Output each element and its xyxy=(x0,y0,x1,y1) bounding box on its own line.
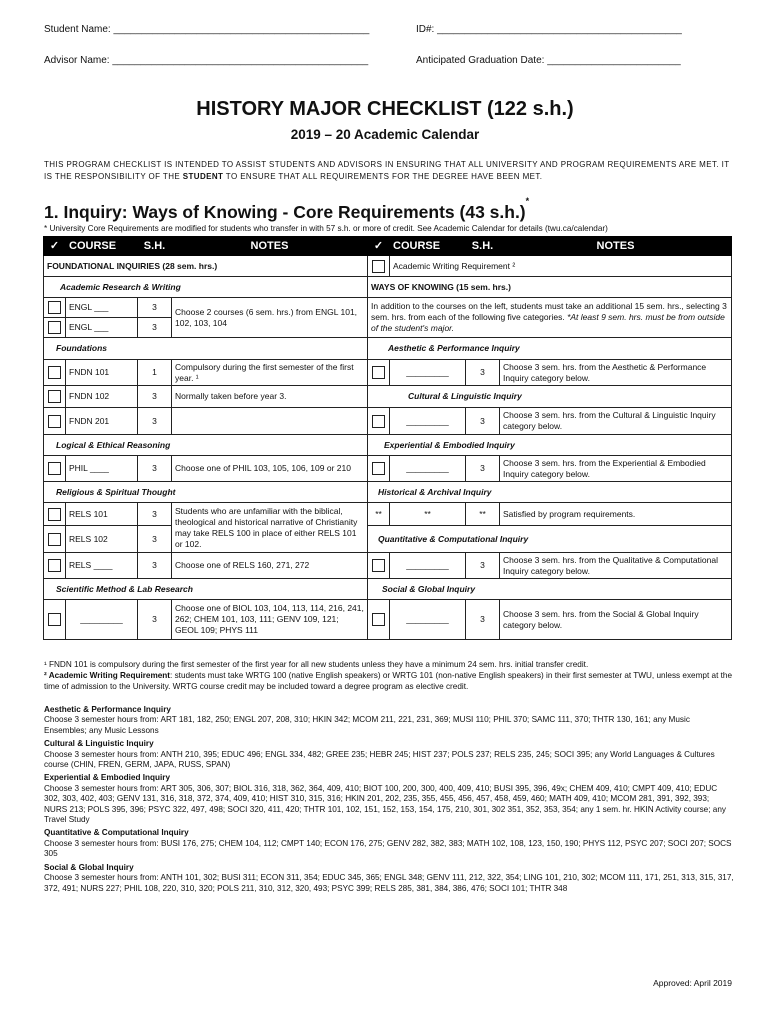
ways-heading: WAYS OF KNOWING (15 sem. hrs.) xyxy=(368,277,732,298)
category-lists xyxy=(44,702,734,894)
rels-any-note: Choose one of RELS 160, 271, 272 xyxy=(172,553,368,579)
cultural-note: Choose 3 sem. hrs. from the Cultural & Linguistic Inquiry category below. xyxy=(500,408,732,435)
quant-note: Choose 3 sem. hrs. from the Qualitative & Computational Inquiry category below. xyxy=(500,553,732,579)
sh-header: S.H. xyxy=(138,237,172,256)
fndn101-sh: 1 xyxy=(138,360,172,386)
cultural-checkbox[interactable] xyxy=(372,415,385,428)
awr-label: Academic Writing Requirement ² xyxy=(390,256,732,277)
rels102-checkbox[interactable] xyxy=(48,533,61,546)
sci-sh: 3 xyxy=(138,600,172,640)
approved-date: Approved: April 2019 xyxy=(653,978,732,988)
rels102-sh: 3 xyxy=(138,526,172,553)
phil-course[interactable]: PHIL ____ xyxy=(66,456,138,482)
engl2-sh: 3 xyxy=(138,318,172,338)
engl-note: Choose 2 courses (6 sem. hrs.) from ENGL 101, 102, 103, 104 xyxy=(172,298,368,338)
advisor-name-field[interactable]: Advisor Name: ______________________________________________ xyxy=(44,55,369,66)
engl2-course[interactable]: ENGL ___ xyxy=(66,318,138,338)
fndn201-checkbox[interactable] xyxy=(48,415,61,428)
rels-note: Students who are unfamiliar with the biblical, theological and historical narrative of Christianity may take RELS 100 in place of either RELS 101 or 102. xyxy=(172,503,368,553)
sci-note: Choose one of BIOL 103, 104, 113, 114, 216, 241, 262; CHEM 101, 103, 111; GENV 109, 121; GEOL 109; PHYS 111 xyxy=(172,600,368,640)
phil-note: Choose one of PHIL 103, 105, 106, 109 or 210 xyxy=(172,456,368,482)
list-text-social: Choose 3 semester hours from: ANTH 101, 302; BUSI 311; ECON 311, 354; EDUC 345, 365; ENGL 348; GENV 111, 212, 322, 354; LING 101, 210, 302; MCOM 111, 171, 251, 313, 315, 317, 372, 491; NURS 227; PHIL 108, 220, 310, 320; POLS 211, 310, 312, 320, 493; PSYC 399; RELS 285, 381, 384, 386, 476; SOCI 101; THTR 348 xyxy=(44,873,734,893)
sci-checkbox[interactable] xyxy=(48,613,61,626)
scientific-heading: Scientific Method & Lab Research xyxy=(44,579,368,600)
rels101-sh: 3 xyxy=(138,503,172,526)
cultural-sh: 3 xyxy=(466,408,500,435)
engl2-checkbox[interactable] xyxy=(48,321,61,334)
aesthetic-checkbox[interactable] xyxy=(372,366,385,379)
social-heading: Social & Global Inquiry xyxy=(368,579,732,600)
rels-any-checkbox[interactable] xyxy=(48,559,61,572)
footnote-2: ² Academic Writing Requirement: students must take WRTG 100 (native English speakers) or WRTG 101 (non-native English speakers) in their first semester at TWU, unless exempt at the time of admission to the University. WRTG course credit may be included toward a degree program as elective credit. xyxy=(44,671,733,691)
fndn102-checkbox[interactable] xyxy=(48,390,61,403)
fndn102-note: Normally taken before year 3. xyxy=(172,386,368,408)
experiential-sh: 3 xyxy=(466,456,500,482)
aesthetic-heading: Aesthetic & Performance Inquiry xyxy=(368,338,732,360)
transfer-note: * University Core Requirements are modified for students who transfer in with 57 s.h. or more of credit. See Academic Calendar for details (twu.ca/calendar) xyxy=(44,224,608,233)
fndn201-sh: 3 xyxy=(138,408,172,435)
student-name-field[interactable]: Student Name: ______________________________________________ xyxy=(44,24,370,35)
sci-course[interactable]: _________ xyxy=(66,600,138,640)
engl1-sh: 3 xyxy=(138,298,172,318)
list-text-aesthetic: Choose 3 semester hours from: ART 181, 182, 250; ENGL 207, 208, 310; HKIN 342; MCOM 211, 221, 231, 369; MUSI 110; PHIL 370; SAMC 111, 370; THTR 130, 161; any Music Ensembles; any Music Lessons xyxy=(44,715,690,735)
sh-header: S.H. xyxy=(466,237,500,256)
fndn102-sh: 3 xyxy=(138,386,172,408)
historical-sh-star: ** xyxy=(466,503,500,526)
phil-checkbox[interactable] xyxy=(48,462,61,475)
historical-course-star: ** xyxy=(390,503,466,526)
list-heading-cultural: Cultural & Linguistic Inquiry xyxy=(44,739,154,749)
historical-check-star: ** xyxy=(368,503,390,526)
list-heading-social: Social & Global Inquiry xyxy=(44,862,134,872)
check-header: ✓ xyxy=(368,237,390,256)
list-heading-aesthetic: Aesthetic & Performance Inquiry xyxy=(44,705,171,714)
notes-header: NOTES xyxy=(500,237,732,256)
awr-checkbox[interactable] xyxy=(372,260,385,273)
experiential-heading: Experiential & Embodied Inquiry xyxy=(368,435,732,456)
quant-course[interactable]: _________ xyxy=(390,553,466,579)
experiential-note: Choose 3 sem. hrs. from the Experiential & Embodied Inquiry category below. xyxy=(500,456,732,482)
social-sh: 3 xyxy=(466,600,500,640)
quant-sh: 3 xyxy=(466,553,500,579)
intro-text: THIS PROGRAM CHECKLIST IS INTENDED TO ASSIST STUDENTS AND ADVISORS IN ENSURING THAT ALL UNIVERSITY AND PROGRAM REQUIREMENTS ARE MET. IT IS THE RESPONSIBILITY OF THE STUDENT TO ENSURE THAT ALL REQUIREMENTS FOR THE DEGREE HAVE BEEN MET. xyxy=(44,160,730,181)
fndn102-course: FNDN 102 xyxy=(66,386,138,408)
course-header: COURSE xyxy=(390,237,466,256)
engl1-checkbox[interactable] xyxy=(48,301,61,314)
aesthetic-sh: 3 xyxy=(466,360,500,386)
notes-header: NOTES xyxy=(172,237,368,256)
list-text-experiential: Choose 3 semester hours from: ART 305, 306, 307; BIOL 316, 318, 362, 364, 409, 410; BIOT 100, 200, 300, 400, 409, 410; BUSI 395, 396, 49x; CHEM 409, 410; CMPT 409, 410; EDUC 302, 303, 402, 403; GENV 131, 316, 318, 372, 374, 409, 410; HIST 310, 315, 316; HKIN 201, 202, 235, 355, 455, 456, 457, 458, 459, 460; MATH 409, 410; MCOM 281, 391, 392, 393; NURS 213; POLS 395, 396; PSYC 322, 497, 498; SOCI 320, 411, 420; THTR 101, 102, 151, 152, 153, 154, 175, 210, 301, 302 351, 352, 353, 354; any 1 sem. hr. HKIN Activity course; any Travel Study xyxy=(44,783,726,825)
rels-any-course[interactable]: RELS ____ xyxy=(66,553,138,579)
cultural-course[interactable]: _________ xyxy=(390,408,466,435)
historical-heading: Historical & Archival Inquiry xyxy=(368,482,732,503)
rels102-course: RELS 102 xyxy=(66,526,138,553)
page-title: HISTORY MAJOR CHECKLIST (122 s.h.) xyxy=(196,98,574,120)
section-title: 1. Inquiry: Ways of Knowing - Core Requirements (43 s.h.)* xyxy=(44,196,530,222)
page-subtitle: 2019 – 20 Academic Calendar xyxy=(290,127,480,142)
aesthetic-note: Choose 3 sem. hrs. from the Aesthetic & Performance Inquiry category below. xyxy=(500,360,732,386)
fndn101-course: FNDN 101 xyxy=(66,360,138,386)
academic-research-heading: Academic Research & Writing xyxy=(44,277,368,298)
cultural-heading: Cultural & Linguistic Inquiry xyxy=(368,386,732,408)
fndn101-checkbox[interactable] xyxy=(48,366,61,379)
checklist-table xyxy=(43,236,732,640)
footnote-1: ¹ FNDN 101 is compulsory during the first semester of the first year for all new students unless they have a minimum 24 sem. hrs. initial transfer credit. xyxy=(44,660,589,669)
engl1-course[interactable]: ENGL ___ xyxy=(66,298,138,318)
social-checkbox[interactable] xyxy=(372,613,385,626)
phil-sh: 3 xyxy=(138,456,172,482)
rels-any-sh: 3 xyxy=(138,553,172,579)
quant-checkbox[interactable] xyxy=(372,559,385,572)
foundational-heading: FOUNDATIONAL INQUIRIES (28 sem. hrs.) xyxy=(44,256,368,277)
aesthetic-course[interactable]: _________ xyxy=(390,360,466,386)
social-note: Choose 3 sem. hrs. from the Social & Global Inquiry category below. xyxy=(500,600,732,640)
rels101-checkbox[interactable] xyxy=(48,508,61,521)
experiential-checkbox[interactable] xyxy=(372,462,385,475)
fndn201-course: FNDN 201 xyxy=(66,408,138,435)
course-header: COURSE xyxy=(66,237,138,256)
rels101-course: RELS 101 xyxy=(66,503,138,526)
graduation-date-field[interactable]: Anticipated Graduation Date: ________________________ xyxy=(416,55,681,66)
list-heading-quant: Quantitative & Computational Inquiry xyxy=(44,828,189,838)
fndn201-note xyxy=(172,408,368,435)
list-text-quant: Choose 3 semester hours from: BUSI 176, 275; CHEM 104, 112; CMPT 140; ECON 176, 275; GENV 282, 382, 383; MATH 102, 108, 123, 150, 190; PHYS 112, PSYC 207; SOCI 207; SOCS 305 xyxy=(44,838,732,859)
religious-heading: Religious & Spiritual Thought xyxy=(44,482,368,503)
list-heading-experiential: Experiential & Embodied Inquiry xyxy=(44,773,171,783)
historical-note: Satisfied by program requirements. xyxy=(500,503,732,526)
fndn101-note: Compulsory during the first semester of the first year. ¹ xyxy=(172,360,368,386)
id-field[interactable]: ID#: ____________________________________________ xyxy=(416,24,682,35)
ways-note: In addition to the courses on the left, students must take an additional 15 sem. hrs., selecting 3 sem. hrs. from each of the following five categories. *At least 9 sem. hrs. must be from outside of the student's major. xyxy=(368,298,732,338)
experiential-course[interactable]: _________ xyxy=(390,456,466,482)
list-text-cultural: Choose 3 semester hours from: ANTH 210, 395; EDUC 496; ENGL 334, 482; GREE 235; HEBR 245; HIST 237; POLS 237; RELS 235, 245; SOCI 395; any World Languages & Cultures course (CHIN, FREN, GERM, JAPA, RUSS, SPAN) xyxy=(44,749,715,770)
logical-heading: Logical & Ethical Reasoning xyxy=(44,435,368,456)
foundations-heading: Foundations xyxy=(44,338,368,360)
quant-heading: Quantitative & Computational Inquiry xyxy=(368,526,732,553)
social-course[interactable]: _________ xyxy=(390,600,466,640)
check-header: ✓ xyxy=(44,237,66,256)
